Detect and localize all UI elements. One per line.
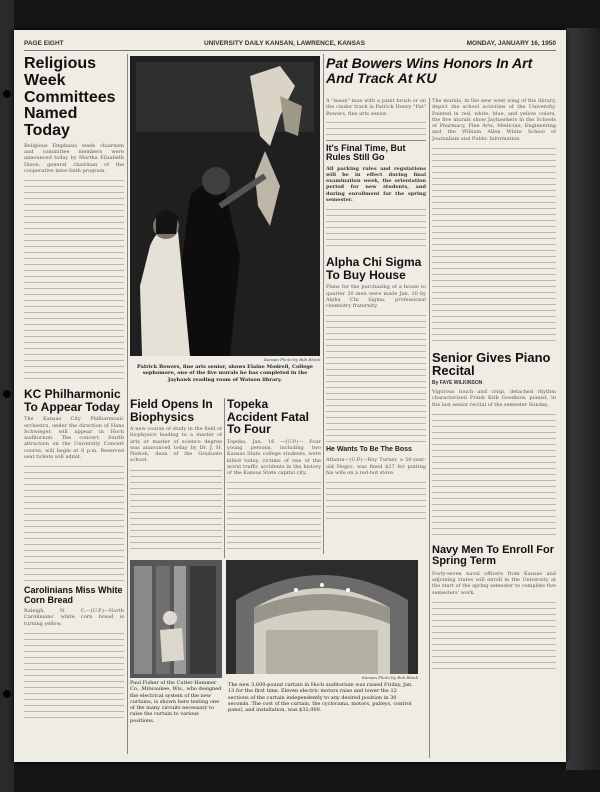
binder-hole — [3, 690, 11, 698]
carolinians-body — [24, 630, 124, 720]
recital-byline: By FAYE WILKINSON — [432, 380, 483, 387]
bowers-body — [326, 119, 426, 137]
mural-photo-credit: Kansan Photo by Bob Blank — [263, 357, 320, 362]
column-rule — [323, 54, 324, 554]
alpha-chi-sigma-lead: Plans for the purchasing of a house to quarter 30 men were made Jan. 10 by Alpha Chi Sigma, professional chemistry fraternity. — [326, 284, 426, 310]
recital-body — [432, 411, 556, 539]
navy-body — [432, 599, 556, 669]
mural-photo-caption: Patrick Bowers, fine arts senior, shows Elaine Modrell, College sophomore, one of the five murals he has completed in the Jayhawk reading room of Watson library. — [137, 364, 313, 383]
recital-headline: Senior Gives Piano Recital — [432, 349, 551, 379]
alpha-chi-sigma-headline: Alpha Chi Sigma To Buy House — [326, 255, 422, 282]
column-rule — [224, 398, 225, 558]
page-label: PAGE EIGHT — [24, 40, 64, 47]
topeka-body — [227, 479, 321, 551]
left-column — [24, 56, 124, 756]
column-rule — [429, 98, 430, 758]
right-column — [432, 98, 556, 758]
final-time-lead: All parking rules and regulations will be in effect during final examination week, the orientation period for new students, and during enrollment for the spring semester. — [326, 165, 426, 203]
boss-body — [326, 479, 426, 519]
boss-lead: Atlanta—(U.P.)—Roy Turner, a 50-year-old Negro, was fined $27 for putting his wife on a red-hot stove. — [326, 457, 426, 476]
biophysics-body — [130, 467, 222, 549]
carolinians-dateline: Raleigh, N. C.—(U.P.)—North Carolinians' white corn bread is turning yellow. — [24, 608, 124, 627]
final-time-headline: It's Final Time, But Rules Still Go — [326, 142, 406, 163]
curtain-photo — [226, 560, 418, 674]
binder-hole — [3, 90, 11, 98]
alpha-chi-sigma-body — [326, 312, 426, 442]
boss-subhead: He Wants To Be The Boss — [326, 446, 412, 454]
column-rule — [127, 54, 128, 754]
bowers-headline-block — [326, 56, 556, 96]
topeka-headline: Topeka Accident Fatal To Four — [227, 398, 310, 437]
topeka-story — [227, 398, 321, 568]
topeka-dateline: Topeka, Jan. 16 —(U.P.)— Four young persons, including two Kansas State college students, were killed today, victims of one of the worst traffic accidents in the history of the Kansas State capital city. — [227, 438, 321, 477]
kc-philharmonic-headline: KC Philharmonic To Appear Today — [24, 387, 121, 414]
kc-philharmonic-lead: The Kansas City Philharmonic orchestra, under the direction of Hans Schwieger, will appear in Hoch auditorium. The concert, fourth attraction on the University Concert course, will begin at 8 p.m. Reserved seat tickets will admit. — [24, 416, 124, 460]
religious-week-body — [24, 177, 124, 382]
kc-philharmonic-body — [24, 463, 124, 581]
religious-week-lead: Religious Emphasis week chairmen and committee members were announced today by Martha Elizabeth Dixon, general chairman of the cooperative inter-faith program. — [24, 142, 124, 174]
recital-lead: Vigorous touch and crisp, detached rhythm characterized Frank Kirk Goodnow, pianist, in the last senior recital of the semester Sunday. — [432, 389, 556, 408]
curtain-photo-credit: Kansan Photo by Bob Blank — [361, 675, 418, 680]
page-header — [24, 38, 556, 51]
bowers-headline: Pat Bowers Wins Honors In Art And Track At KU — [326, 56, 533, 86]
binder-hole — [3, 390, 11, 398]
biophysics-lead: A new course of study in the field of biophysics leading to a master of arts or master of science degree was announced today by Dr. J. H. Nelson, dean of the Graduate school. — [130, 426, 222, 464]
final-time-body — [326, 206, 426, 250]
murals-lead: The murals, in the new west wing of the library, depict the school activities of the University. Painted in red, white, blue, and yellow colors, the five murals show Jayhawkers in the Schools of Pharmacy, Fine Arts, Medicine, Engineering and the William Allen White School of Journalism and Public Information. — [432, 98, 556, 142]
electrician-photo — [130, 560, 222, 678]
issue-date: MONDAY, JANUARY 16, 1950 — [466, 40, 556, 47]
binder-strip — [0, 0, 14, 792]
biophysics-story — [130, 398, 222, 568]
biophysics-headline: Field Opens In Biophysics — [130, 398, 213, 424]
carolinians-headline: Carolinians Miss White Corn Bread — [24, 585, 123, 605]
religious-week-headline: Religious Week Committees Named Today — [24, 56, 116, 140]
bowers-lead: A "mean" man with a paint brush or on the cinder track is Patrick Henry "Pat" Bowers, fine arts senior. — [326, 98, 426, 117]
murals-body — [432, 145, 556, 345]
navy-headline: Navy Men To Enroll For Spring Term — [432, 543, 555, 568]
electrician-caption: Paul Fisher of the Cutler-Hammer Co., Milwaukee, Wis., who designed the electrical system of the new curtains, is shown here testing one of the many circuits necessary to raise the curtain to various positions. — [130, 680, 222, 724]
mural-photo — [130, 56, 320, 356]
curtain-photo-caption: The new 3,600-pound curtain in Hoch auditorium was raised Friday, Jan. 13 for the first time. Eleven electric motors raise and lower the 12 sections of the curtain independently to any desired position in 30 seconds. The cost of the curtain, the cyclorama, motors, pulleys, control panel, and installation, was $32,000. — [228, 682, 413, 713]
newspaper-page — [14, 30, 566, 762]
paper-name: UNIVERSITY DAILY KANSAN, LAWRENCE, KANSAS — [204, 40, 365, 47]
binding-edge — [566, 28, 600, 770]
navy-lead: Forty-seven naval officers from Kansas and adjoining states will enroll in the University at the start of the spring semester to complete five semesters' work. — [432, 570, 556, 596]
bowers-story — [326, 98, 426, 558]
